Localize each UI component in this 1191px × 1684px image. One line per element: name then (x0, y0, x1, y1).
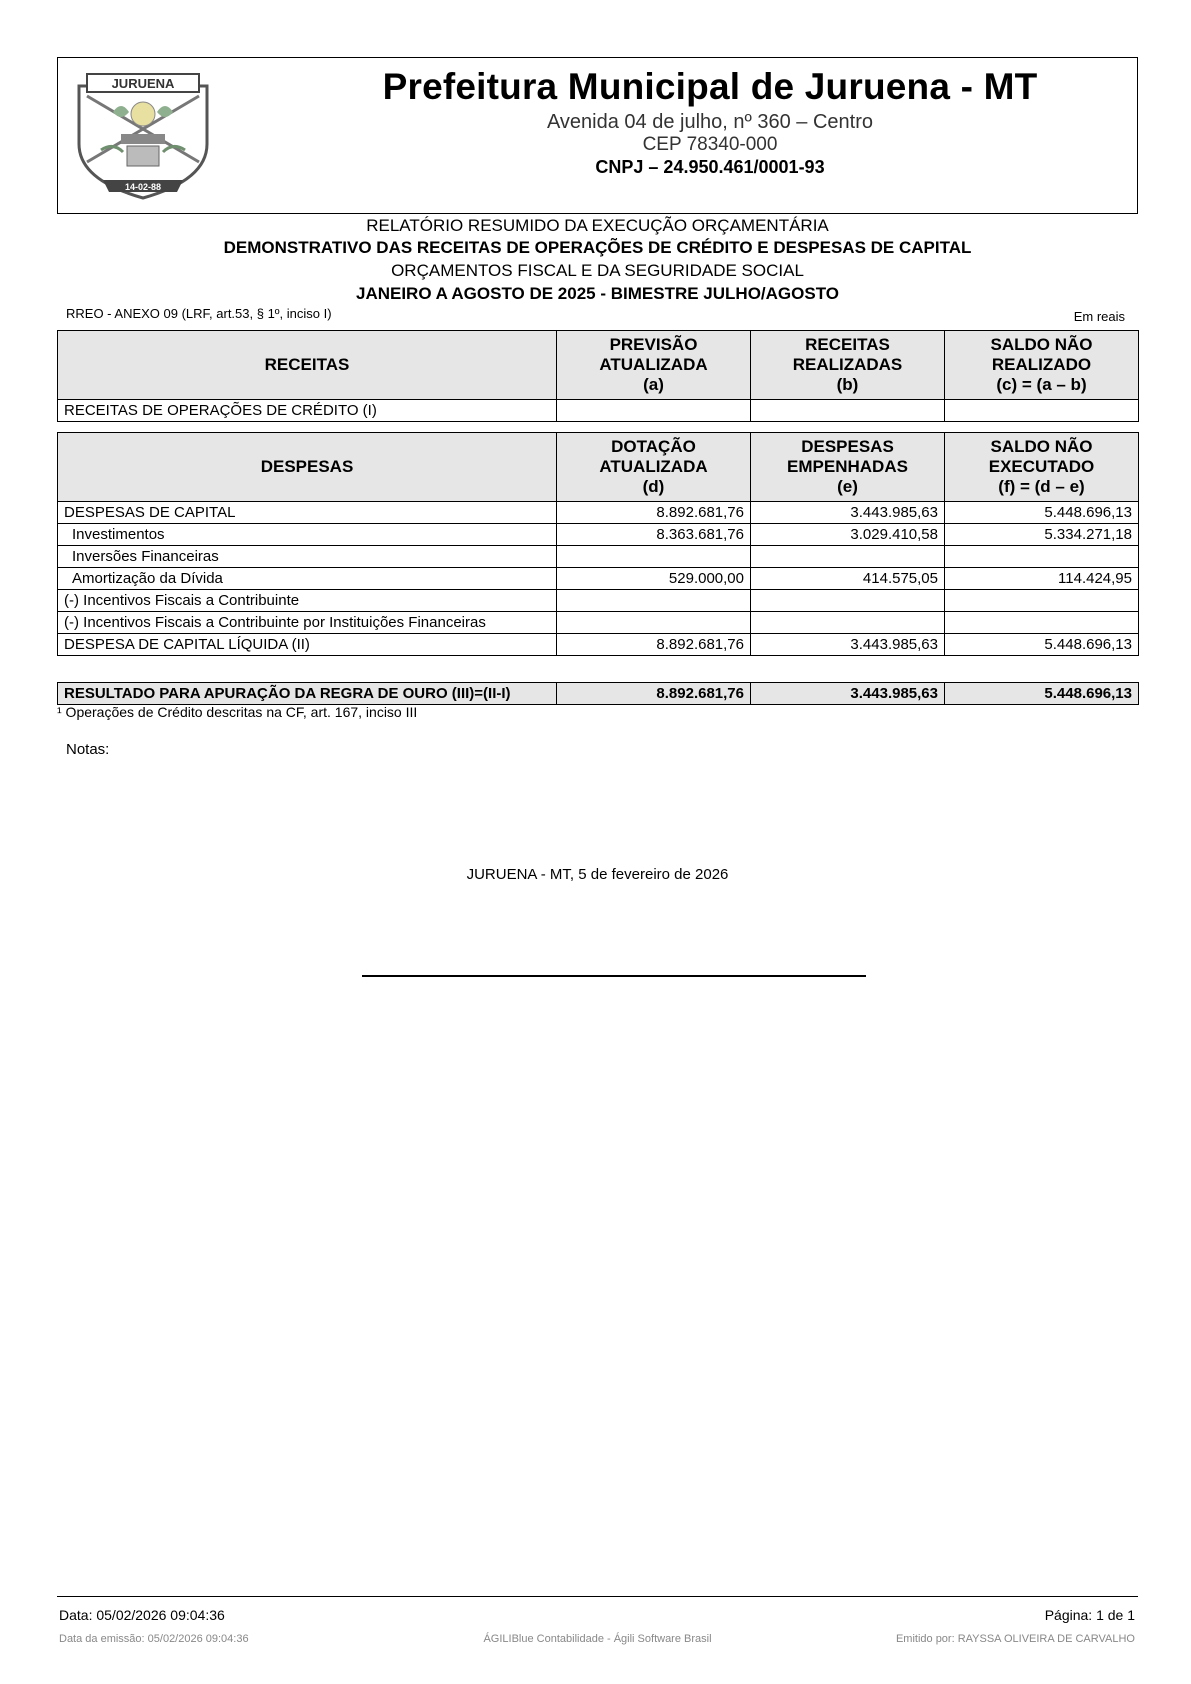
footer-divider (57, 1596, 1138, 1597)
org-cep: CEP 78340-000 (642, 134, 778, 155)
cell-value: 414.575,05 (751, 568, 945, 590)
row-label: (-) Incentivos Fiscais a Contribuinte (58, 590, 557, 612)
report-title-line2: DEMONSTRATIVO DAS RECEITAS DE OPERAÇÕES DE CRÉDITO E DESPESAS DE CAPITAL (223, 238, 972, 257)
issuer-name: Emitido por: RAYSSA OLIVEIRA DE CARVALHO (895, 1633, 1135, 1645)
result-label: RESULTADO PARA APURAÇÃO DA REGRA DE OURO (III)=(II-I) (58, 683, 557, 705)
table-row (58, 612, 1139, 634)
row-label: Investimentos (58, 524, 557, 546)
cell-value (557, 400, 751, 422)
receitas-header: RECEITAS (58, 331, 557, 400)
cell-value: 5.448.696,13 (945, 502, 1139, 524)
row-label: DESPESA DE CAPITAL LÍQUIDA (II) (58, 634, 557, 656)
cell-value: 3.443.985,63 (751, 502, 945, 524)
cell-value (945, 400, 1139, 422)
result-table (57, 682, 1139, 705)
report-title-line3: ORÇAMENTOS FISCAL E DA SEGURIDADE SOCIAL (391, 261, 804, 280)
emission-date: Data da emissão: 05/02/2026 09:04:36 (59, 1633, 249, 1645)
org-cnpj: CNPJ – 24.950.461/0001-93 (595, 157, 825, 177)
row-label: Inversões Financeiras (58, 546, 557, 568)
row-label: RECEITAS DE OPERAÇÕES DE CRÉDITO (I) (58, 400, 557, 422)
row-label: (-) Incentivos Fiscais a Contribuinte por Instituições Financeiras (58, 612, 557, 634)
report-title-line1: RELATÓRIO RESUMIDO DA EXECUÇÃO ORÇAMENTÁRIA (366, 216, 829, 235)
previsao-header: PREVISÃO ATUALIZADA (a) (557, 331, 751, 400)
receitas-header-row (58, 331, 1139, 400)
svg-text:JURUENA: JURUENA (111, 76, 175, 91)
cell-value: 3.443.985,63 (751, 634, 945, 656)
result-row (58, 683, 1139, 705)
svg-text:14-02-88: 14-02-88 (124, 182, 162, 192)
despesas-header: DESPESAS (58, 433, 557, 502)
cell-value: 3.029.410,58 (751, 524, 945, 546)
report-period: JANEIRO A AGOSTO DE 2025 - BIMESTRE JULHO/AGOSTO (355, 284, 839, 303)
software-credit: ÁGILIBlue Contabilidade - Ágili Software Brasil (483, 1633, 712, 1645)
cell-value (557, 612, 751, 634)
cell-value: 8.892.681,76 (557, 634, 751, 656)
table-row (58, 568, 1139, 590)
row-label: Amortização da Dívida (58, 568, 557, 590)
cell-value (751, 546, 945, 568)
org-name: Prefeitura Municipal de Juruena - MT (382, 66, 1038, 107)
notes-label: Notas: (66, 741, 110, 758)
cell-value: 529.000,00 (557, 568, 751, 590)
despesas-header-row (58, 433, 1139, 502)
org-address: Avenida 04 de julho, nº 360 – Centro (546, 111, 874, 133)
cell-value (557, 590, 751, 612)
footer-date: Data: 05/02/2026 09:04:36 (59, 1607, 225, 1623)
cell-value: 5.448.696,13 (945, 634, 1139, 656)
despesas-empenhadas-header: DESPESAS EMPENHADAS (e) (751, 433, 945, 502)
municipal-coat-of-arms-logo (73, 72, 213, 202)
saldo-nao-realizado-header: SALDO NÃO REALIZADO (c) = (a – b) (945, 331, 1139, 400)
result-value-f: 5.448.696,13 (945, 683, 1139, 705)
footnote: ¹ Operações de Crédito descritas na CF, art. 167, inciso III (57, 704, 418, 720)
annex-reference: RREO - ANEXO 09 (LRF, art.53, § 1º, inciso I) (66, 306, 332, 321)
receitas-realizadas-header: RECEITAS REALIZADAS (b) (751, 331, 945, 400)
table-row (58, 524, 1139, 546)
page-number: Página: 1 de 1 (1044, 1607, 1135, 1623)
result-value-d: 8.892.681,76 (557, 683, 751, 705)
cell-value (751, 590, 945, 612)
cell-value: 114.424,95 (945, 568, 1139, 590)
result-value-e: 3.443.985,63 (751, 683, 945, 705)
despesas-table (57, 432, 1139, 656)
row-label: DESPESAS DE CAPITAL (58, 502, 557, 524)
cell-value (945, 590, 1139, 612)
receitas-table (57, 330, 1139, 422)
table-row (58, 400, 1139, 422)
cell-value: 5.334.271,18 (945, 524, 1139, 546)
cell-value (751, 400, 945, 422)
dotacao-header: DOTAÇÃO ATUALIZADA (d) (557, 433, 751, 502)
currency-unit: Em reais (1073, 309, 1125, 324)
table-row (58, 590, 1139, 612)
cell-value (751, 612, 945, 634)
cell-value: 8.892.681,76 (557, 502, 751, 524)
cell-value (945, 612, 1139, 634)
cell-value (557, 546, 751, 568)
table-row (58, 502, 1139, 524)
saldo-nao-executado-header: SALDO NÃO EXECUTADO (f) = (d – e) (945, 433, 1139, 502)
table-row (58, 634, 1139, 656)
table-row (58, 546, 1139, 568)
cell-value: 8.363.681,76 (557, 524, 751, 546)
place-date: JURUENA - MT, 5 de fevereiro de 2026 (466, 866, 729, 883)
cell-value (945, 546, 1139, 568)
signature-line (362, 975, 866, 977)
